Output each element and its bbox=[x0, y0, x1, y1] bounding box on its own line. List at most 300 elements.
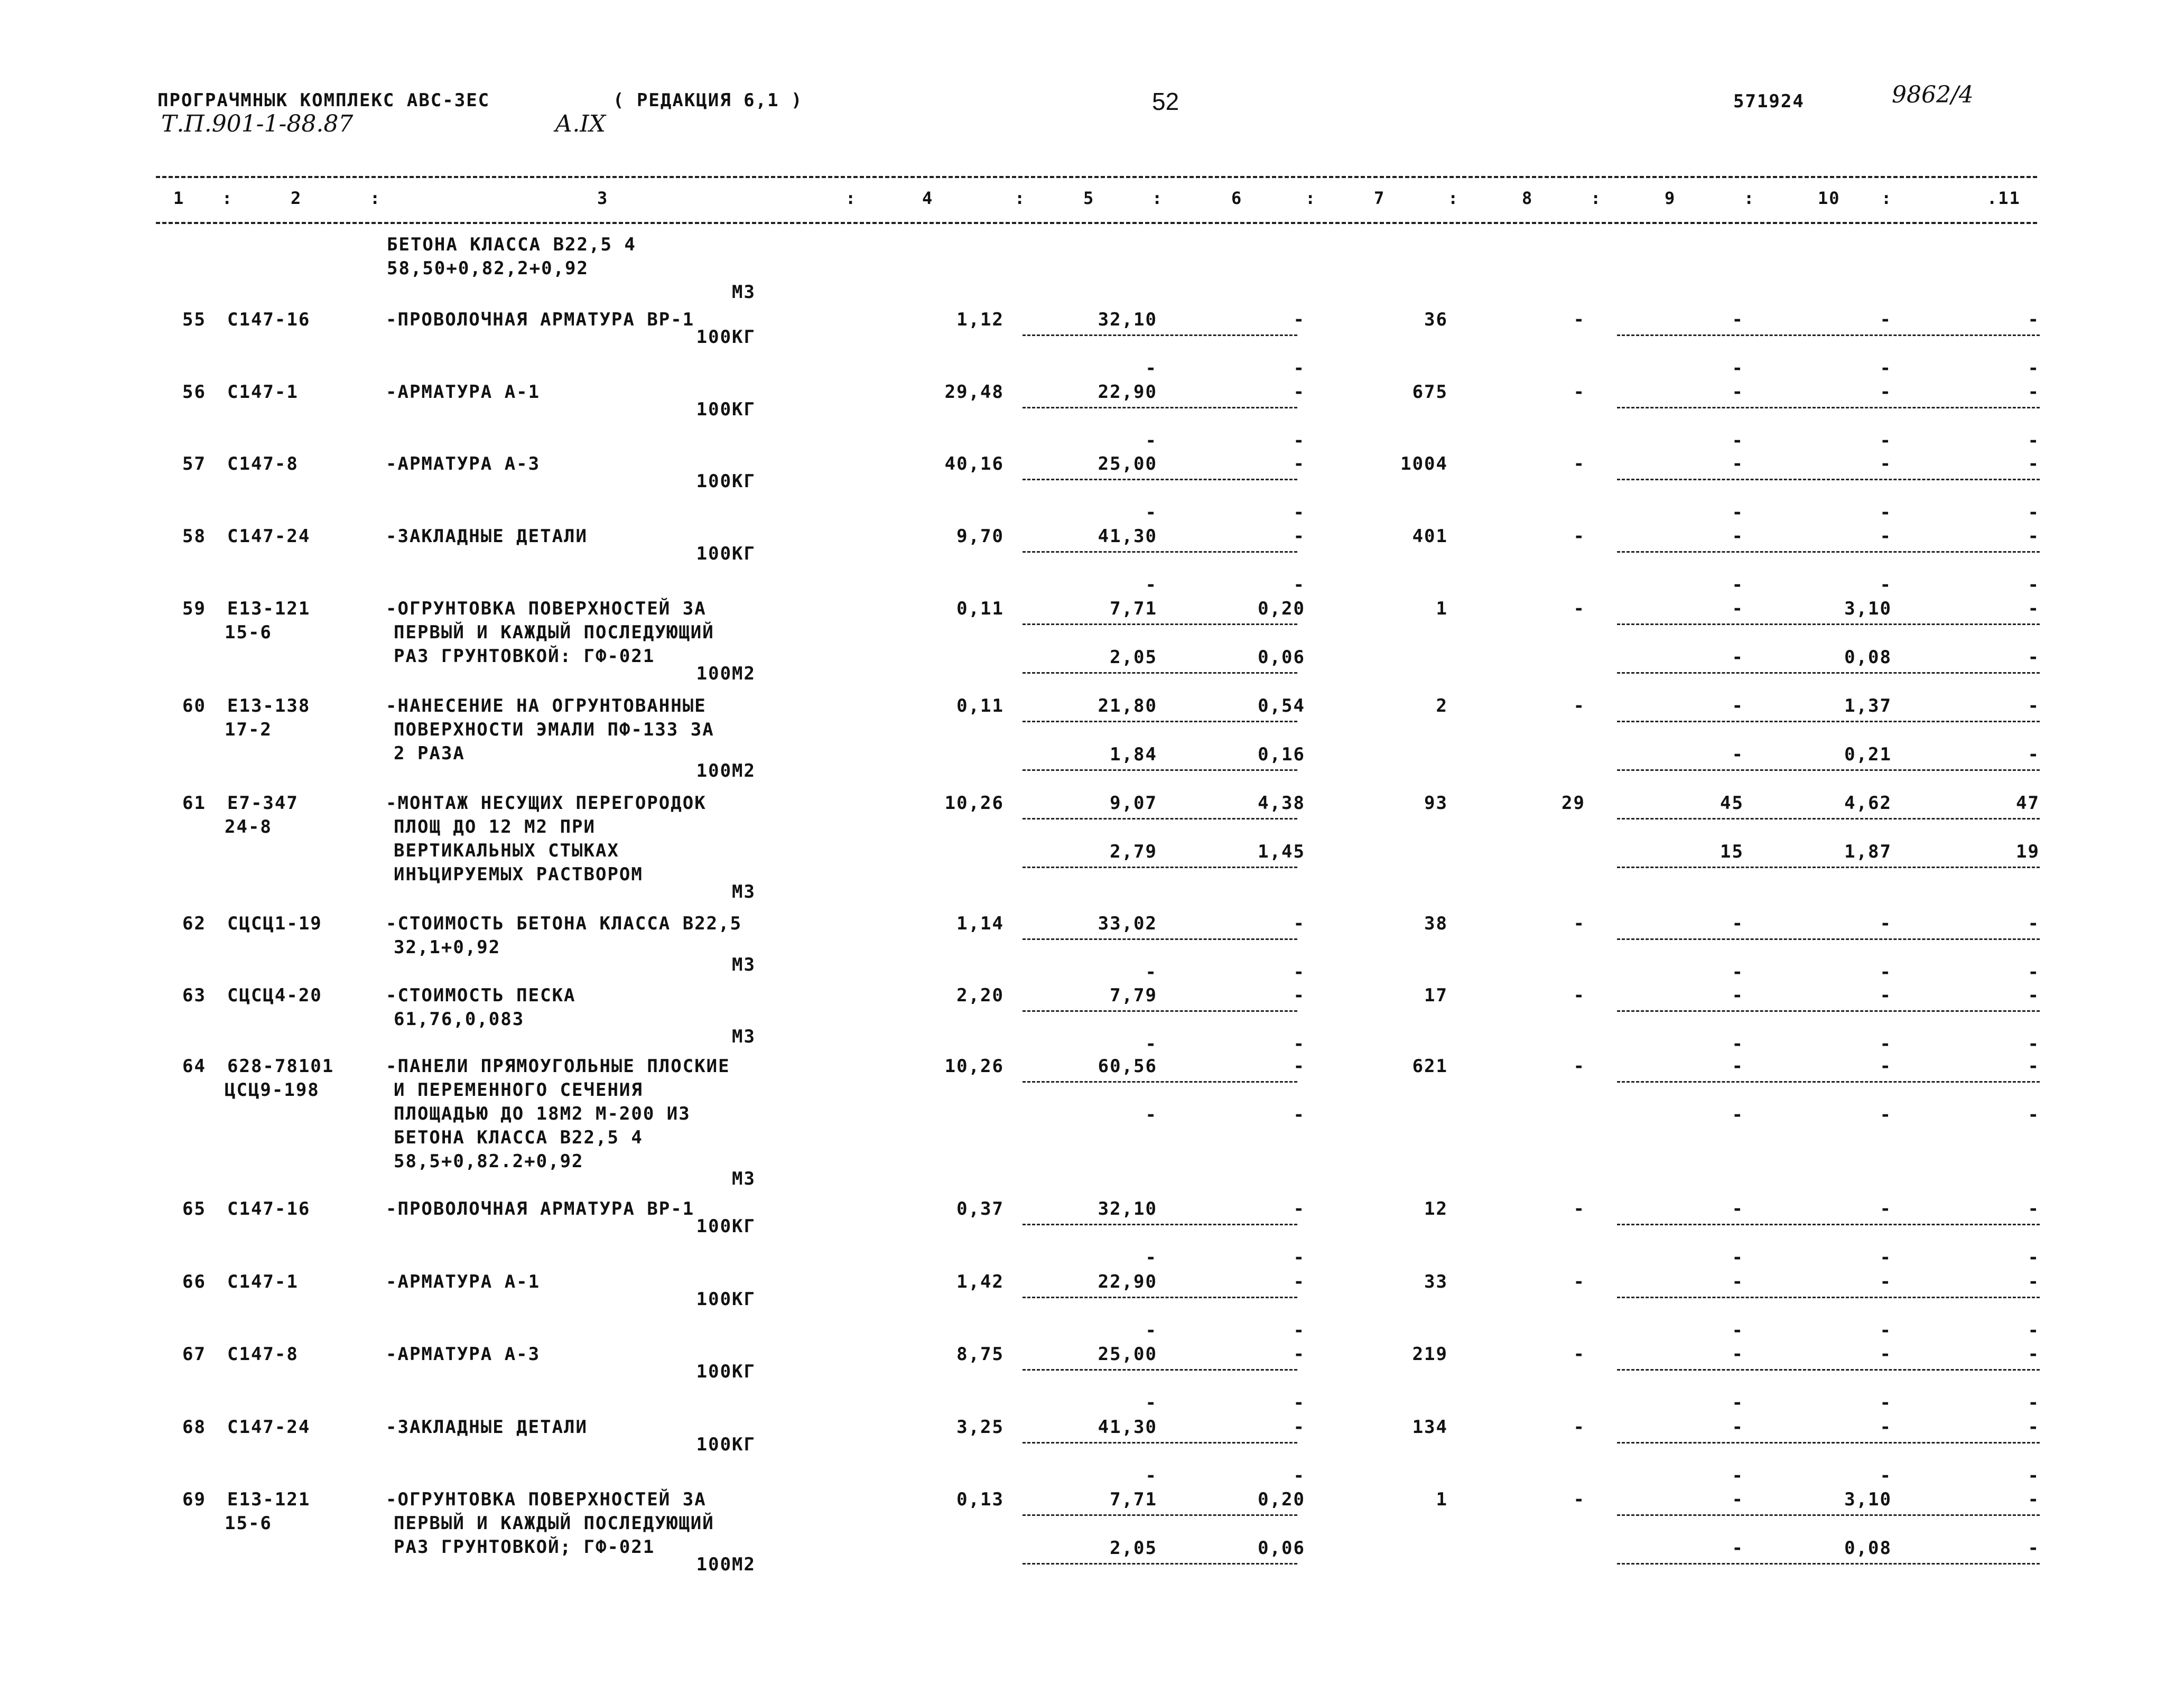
col-11-value: - bbox=[2028, 1056, 2040, 1077]
unit-of-measure: М3 bbox=[732, 1168, 756, 1189]
col-9-value: - bbox=[1732, 526, 1744, 547]
unit-of-measure: 100М2 bbox=[696, 1554, 756, 1575]
total-cost: 621 bbox=[1412, 1056, 1448, 1077]
work-description: РАЗ ГРУНТОВКОЙ; ГФ-021 bbox=[394, 1537, 655, 1558]
col-11-value: - bbox=[2028, 913, 2040, 934]
col-9-sub: 15 bbox=[1720, 841, 1744, 862]
handwritten-project: Т.П.901-1-88.87 bbox=[161, 110, 354, 137]
wages-per-unit: - bbox=[1145, 1320, 1157, 1341]
work-description: БЕТОНА КЛАССА В22,5 4 bbox=[394, 1127, 643, 1148]
cost-underline bbox=[1617, 1010, 2040, 1012]
work-description: ПЕРВЫЙ И КАЖДЫЙ ПОСЛЕДУЮЩИЙ bbox=[394, 1513, 714, 1534]
col-9-sub: - bbox=[1732, 647, 1744, 668]
unit-cost-machines: - bbox=[1293, 1271, 1305, 1292]
column-number: 6 bbox=[1231, 188, 1243, 208]
handwritten-album: А.IX bbox=[555, 110, 606, 137]
unit-of-measure: 100КГ bbox=[696, 1434, 756, 1455]
unit-cost: 9,07 bbox=[1110, 793, 1157, 814]
col-9-value: - bbox=[1732, 598, 1744, 619]
col-10-value: - bbox=[1880, 1417, 1892, 1438]
wages-total: - bbox=[1573, 695, 1585, 716]
edition-label: ( РЕДАКЦИЯ 6,1 ) bbox=[613, 90, 803, 111]
cost-underline bbox=[1023, 1224, 1297, 1225]
norm-code: Е7-347 bbox=[227, 793, 299, 814]
unit-of-measure: 100КГ bbox=[696, 399, 756, 420]
unit-cost: 60,56 bbox=[1098, 1056, 1157, 1077]
norm-code: 628-78101 bbox=[227, 1056, 334, 1077]
cost-underline bbox=[1023, 818, 1297, 820]
column-number: 5 bbox=[1083, 188, 1095, 208]
col-11-sub: - bbox=[2028, 962, 2040, 983]
cost-underline bbox=[1617, 721, 2040, 722]
column-separator: : bbox=[222, 188, 234, 208]
norm-code: С147-1 bbox=[227, 381, 299, 403]
sub-underline bbox=[1023, 1563, 1297, 1565]
unit-of-measure: 100М2 bbox=[696, 663, 756, 684]
col-9-sub: - bbox=[1732, 1320, 1744, 1341]
norm-code: С147-24 bbox=[227, 526, 311, 547]
cost-underline bbox=[1023, 938, 1297, 940]
norm-code: С147-8 bbox=[227, 453, 299, 474]
cost-underline bbox=[1023, 1010, 1297, 1012]
norm-code: 15-6 bbox=[225, 1513, 272, 1534]
cost-underline bbox=[1023, 407, 1297, 408]
quantity: 0,37 bbox=[956, 1198, 1004, 1219]
col-9-sub: - bbox=[1732, 744, 1744, 765]
wages-machines-per-unit: - bbox=[1293, 358, 1305, 379]
column-separator: : bbox=[845, 188, 857, 208]
wages-per-unit: 2,05 bbox=[1110, 647, 1157, 668]
norm-code: С147-16 bbox=[227, 1198, 311, 1219]
wages-total: - bbox=[1573, 1271, 1585, 1292]
cost-underline bbox=[1023, 1081, 1297, 1083]
work-description: -ПРОВОЛОЧНАЯ АРМАТУРА ВР-1 bbox=[386, 309, 695, 330]
col-10-sub: - bbox=[1880, 574, 1892, 595]
total-cost: 93 bbox=[1424, 793, 1448, 814]
cost-underline bbox=[1617, 1224, 2040, 1225]
col-10-sub: 0,08 bbox=[1844, 1538, 1892, 1559]
sub-underline bbox=[1023, 769, 1297, 771]
col-11-sub: - bbox=[2028, 647, 2040, 668]
col-10-value: - bbox=[1880, 913, 1892, 934]
total-cost: 1 bbox=[1436, 598, 1448, 619]
cost-underline bbox=[1023, 1369, 1297, 1371]
column-number: 3 bbox=[597, 188, 609, 208]
wages-per-unit: 2,05 bbox=[1110, 1538, 1157, 1559]
col-11-value: - bbox=[2028, 1198, 2040, 1219]
wages-machines-per-unit: - bbox=[1293, 1465, 1305, 1486]
wages-per-unit: - bbox=[1145, 1392, 1157, 1413]
unit-cost-machines: - bbox=[1293, 381, 1305, 403]
row-number: 63 bbox=[182, 985, 206, 1006]
work-description: -АРМАТУРА А-1 bbox=[386, 1271, 541, 1292]
unit-cost-machines: 0,20 bbox=[1258, 598, 1305, 619]
wages-total: - bbox=[1573, 985, 1585, 1006]
wages-machines-per-unit: - bbox=[1293, 574, 1305, 595]
cost-underline bbox=[1023, 551, 1297, 553]
norm-code: СЦСЦ1-19 bbox=[227, 913, 322, 934]
unit-cost-machines: - bbox=[1293, 526, 1305, 547]
work-description: -МОНТАЖ НЕСУЩИХ ПЕРЕГОРОДОК bbox=[386, 793, 707, 814]
wages-total: - bbox=[1573, 1489, 1585, 1510]
unit-cost: 41,30 bbox=[1098, 1417, 1157, 1438]
col-9-sub: - bbox=[1732, 962, 1744, 983]
wages-machines-per-unit: - bbox=[1293, 1320, 1305, 1341]
total-cost: 134 bbox=[1412, 1417, 1448, 1438]
col-9-value: - bbox=[1732, 1344, 1744, 1365]
col-9-value: - bbox=[1732, 309, 1744, 330]
row-number: 59 bbox=[182, 598, 206, 619]
row-number: 57 bbox=[182, 453, 206, 474]
work-description: ИНЪЦИРУЕМЫХ РАСТВОРОМ bbox=[394, 864, 643, 885]
unit-of-measure: 100М2 bbox=[696, 760, 756, 781]
col-11-sub: - bbox=[2028, 574, 2040, 595]
work-description: ПОВЕРХНОСТИ ЭМАЛИ ПФ-133 ЗА bbox=[394, 719, 714, 740]
wages-machines-per-unit: 1,45 bbox=[1258, 841, 1305, 862]
wages-per-unit: - bbox=[1145, 962, 1157, 983]
norm-code: С147-24 bbox=[227, 1417, 311, 1438]
column-number: 8 bbox=[1522, 188, 1534, 208]
row-number: 68 bbox=[182, 1417, 206, 1438]
wages-total: - bbox=[1573, 309, 1585, 330]
row-number: 61 bbox=[182, 793, 206, 814]
col-11-sub: - bbox=[2028, 1538, 2040, 1559]
wages-total: - bbox=[1573, 1344, 1585, 1365]
total-cost: 17 bbox=[1424, 985, 1448, 1006]
unit-cost: 32,10 bbox=[1098, 1198, 1157, 1219]
col-9-value: - bbox=[1732, 381, 1744, 403]
unit-cost-machines: - bbox=[1293, 1344, 1305, 1365]
norm-code: Е13-121 bbox=[227, 1489, 311, 1510]
wages-total: - bbox=[1573, 453, 1585, 474]
quantity: 9,70 bbox=[956, 526, 1004, 547]
col-9-sub: - bbox=[1732, 1392, 1744, 1413]
col-9-value: - bbox=[1732, 1271, 1744, 1292]
wages-per-unit: - bbox=[1145, 1104, 1157, 1125]
column-separator: : bbox=[1881, 188, 1893, 208]
work-description: -СТОИМОСТЬ ПЕСКА bbox=[386, 985, 576, 1006]
sub-underline bbox=[1617, 1563, 2040, 1565]
col-11-value: - bbox=[2028, 1271, 2040, 1292]
col-9-sub: - bbox=[1732, 502, 1744, 523]
col-11-value: - bbox=[2028, 309, 2040, 330]
col-9-value: - bbox=[1732, 453, 1744, 474]
wages-total: - bbox=[1573, 381, 1585, 403]
col-10-sub: - bbox=[1880, 1104, 1892, 1125]
quantity: 0,11 bbox=[956, 695, 1004, 716]
total-cost: 36 bbox=[1424, 309, 1448, 330]
quantity: 1,14 bbox=[956, 913, 1004, 934]
total-cost: 675 bbox=[1412, 381, 1448, 403]
work-description: -ОГРУНТОВКА ПОВЕРХНОСТЕЙ ЗА bbox=[386, 1489, 707, 1510]
work-description: -АРМАТУРА А-1 bbox=[386, 381, 541, 403]
unit-cost: 7,71 bbox=[1110, 598, 1157, 619]
col-11-sub: - bbox=[2028, 430, 2040, 451]
col-11-value: - bbox=[2028, 598, 2040, 619]
col-10-sub: - bbox=[1880, 962, 1892, 983]
page-number: 52 bbox=[1152, 88, 1179, 115]
total-cost: 1004 bbox=[1400, 453, 1448, 474]
wages-per-unit: 1,84 bbox=[1110, 744, 1157, 765]
carry-line-2: 58,50+0,82,2+0,92 bbox=[387, 258, 589, 279]
wages-total: - bbox=[1573, 1198, 1585, 1219]
work-description: -АРМАТУРА А-3 bbox=[386, 453, 541, 474]
column-separator: : bbox=[1448, 188, 1460, 208]
unit-cost-machines: - bbox=[1293, 985, 1305, 1006]
column-number: 4 bbox=[922, 188, 934, 208]
unit-of-measure: 100КГ bbox=[696, 1289, 756, 1310]
col-9-value: - bbox=[1732, 913, 1744, 934]
quantity: 0,13 bbox=[956, 1489, 1004, 1510]
col-9-value: 45 bbox=[1720, 793, 1744, 814]
unit-of-measure: 100КГ bbox=[696, 1216, 756, 1237]
wages-per-unit: - bbox=[1145, 1247, 1157, 1268]
col-11-value: - bbox=[2028, 1344, 2040, 1365]
norm-code: ЦСЦ9-198 bbox=[225, 1079, 320, 1101]
norm-code: 15-6 bbox=[225, 622, 272, 643]
quantity: 10,26 bbox=[944, 793, 1004, 814]
norm-code: Е13-121 bbox=[227, 598, 311, 619]
column-separator: : bbox=[1744, 188, 1755, 208]
unit-cost-machines: 4,38 bbox=[1258, 793, 1305, 814]
wages-machines-per-unit: 0,06 bbox=[1258, 1538, 1305, 1559]
wages-total: - bbox=[1573, 526, 1585, 547]
unit-cost-machines: - bbox=[1293, 1417, 1305, 1438]
col-10-value: 1,37 bbox=[1844, 695, 1892, 716]
col-10-value: - bbox=[1880, 309, 1892, 330]
wages-total: - bbox=[1573, 1056, 1585, 1077]
cost-underline bbox=[1617, 407, 2040, 408]
cost-underline bbox=[1023, 1514, 1297, 1516]
col-9-sub: - bbox=[1732, 358, 1744, 379]
quantity: 29,48 bbox=[944, 381, 1004, 403]
row-number: 69 bbox=[182, 1489, 206, 1510]
cost-underline bbox=[1023, 479, 1297, 480]
column-number: 2 bbox=[291, 188, 302, 208]
norm-code: 17-2 bbox=[225, 719, 272, 740]
unit-of-measure: М3 bbox=[732, 1026, 756, 1047]
col-10-value: 3,10 bbox=[1844, 1489, 1892, 1510]
col-10-value: 3,10 bbox=[1844, 598, 1892, 619]
norm-code: СЦСЦ4-20 bbox=[227, 985, 322, 1006]
cost-underline bbox=[1023, 623, 1297, 625]
work-description: РАЗ ГРУНТОВКОЙ: ГФ-021 bbox=[394, 646, 655, 667]
quantity: 0,11 bbox=[956, 598, 1004, 619]
wages-total: - bbox=[1573, 1417, 1585, 1438]
quantity: 3,25 bbox=[956, 1417, 1004, 1438]
work-description: 2 РАЗА bbox=[394, 743, 465, 764]
cost-underline bbox=[1617, 551, 2040, 553]
cost-underline bbox=[1617, 334, 2040, 336]
wages-machines-per-unit: - bbox=[1293, 430, 1305, 451]
col-10-sub: - bbox=[1880, 1320, 1892, 1341]
total-cost: 1 bbox=[1436, 1489, 1448, 1510]
col-10-sub: - bbox=[1880, 502, 1892, 523]
sub-underline bbox=[1617, 672, 2040, 674]
carry-line-1: БЕТОНА КЛАССА В22,5 4 bbox=[387, 234, 636, 255]
cost-underline bbox=[1617, 479, 2040, 480]
unit-cost: 22,90 bbox=[1098, 1271, 1157, 1292]
sub-underline bbox=[1617, 867, 2040, 868]
work-description: 32,1+0,92 bbox=[394, 937, 501, 958]
work-description: -ОГРУНТОВКА ПОВЕРХНОСТЕЙ ЗА bbox=[386, 598, 707, 619]
col-9-value: - bbox=[1732, 695, 1744, 716]
col-9-value: - bbox=[1732, 1489, 1744, 1510]
column-separator: : bbox=[1152, 188, 1164, 208]
wages-per-unit: - bbox=[1145, 1034, 1157, 1055]
cost-underline bbox=[1617, 623, 2040, 625]
col-9-sub: - bbox=[1732, 1538, 1744, 1559]
col-11-sub: - bbox=[2028, 1320, 2040, 1341]
col-10-value: - bbox=[1880, 1056, 1892, 1077]
work-description: ПЛОЩАДЬЮ ДО 18М2 М-200 ИЗ bbox=[394, 1103, 691, 1124]
wages-machines-per-unit: - bbox=[1293, 1104, 1305, 1125]
col-11-sub: - bbox=[2028, 1104, 2040, 1125]
work-description: 61,76,0,083 bbox=[394, 1009, 525, 1030]
norm-code: С147-16 bbox=[227, 309, 311, 330]
wages-per-unit: - bbox=[1145, 1465, 1157, 1486]
col-10-sub: - bbox=[1880, 1392, 1892, 1413]
unit-of-measure: 100КГ bbox=[696, 543, 756, 564]
total-cost: 219 bbox=[1412, 1344, 1448, 1365]
carry-unit: М3 bbox=[732, 282, 756, 303]
unit-cost-machines: - bbox=[1293, 913, 1305, 934]
wages-total: - bbox=[1573, 913, 1585, 934]
unit-cost-machines: - bbox=[1293, 309, 1305, 330]
cost-underline bbox=[1617, 1297, 2040, 1298]
cost-underline bbox=[1617, 1369, 2040, 1371]
work-description: -ПАНЕЛИ ПРЯМОУГОЛЬНЫЕ ПЛОСКИЕ bbox=[386, 1056, 730, 1077]
sub-underline bbox=[1023, 867, 1297, 868]
col-11-sub: 19 bbox=[2016, 841, 2040, 862]
norm-code: С147-1 bbox=[227, 1271, 299, 1292]
work-description: 58,5+0,82.2+0,92 bbox=[394, 1151, 584, 1172]
col-10-value: 4,62 bbox=[1844, 793, 1892, 814]
column-number: 9 bbox=[1665, 188, 1676, 208]
col-10-value: - bbox=[1880, 985, 1892, 1006]
column-separator: : bbox=[1305, 188, 1317, 208]
col-10-sub: - bbox=[1880, 1034, 1892, 1055]
total-cost: 33 bbox=[1424, 1271, 1448, 1292]
row-number: 60 bbox=[182, 695, 206, 716]
unit-cost: 25,00 bbox=[1098, 453, 1157, 474]
col-11-value: - bbox=[2028, 526, 2040, 547]
unit-of-measure: 100КГ bbox=[696, 327, 756, 348]
cost-underline bbox=[1023, 334, 1297, 336]
work-description: ВЕРТИКАЛЬНЫХ СТЫКАХ bbox=[394, 840, 619, 861]
column-separator: : bbox=[370, 188, 382, 208]
col-10-sub: - bbox=[1880, 1465, 1892, 1486]
cost-underline bbox=[1023, 1297, 1297, 1298]
column-number: 10 bbox=[1818, 188, 1841, 208]
quantity: 10,26 bbox=[944, 1056, 1004, 1077]
row-number: 65 bbox=[182, 1198, 206, 1219]
wages-machines-per-unit: 0,16 bbox=[1258, 744, 1305, 765]
col-10-value: - bbox=[1880, 453, 1892, 474]
col-11-value: 47 bbox=[2016, 793, 2040, 814]
quantity: 40,16 bbox=[944, 453, 1004, 474]
column-number: .11 bbox=[1987, 188, 2021, 208]
unit-cost-machines: - bbox=[1293, 1056, 1305, 1077]
column-separator: : bbox=[1591, 188, 1602, 208]
col-9-sub: - bbox=[1732, 1034, 1744, 1055]
work-description: И ПЕРЕМЕННОГО СЕЧЕНИЯ bbox=[394, 1079, 643, 1101]
wages-total: - bbox=[1573, 598, 1585, 619]
work-description: -СТОИМОСТЬ БЕТОНА КЛАССА В22,5 bbox=[386, 913, 742, 934]
row-number: 66 bbox=[182, 1271, 206, 1292]
unit-of-measure: 100КГ bbox=[696, 471, 756, 492]
header-rule-bottom bbox=[156, 222, 2037, 224]
col-10-sub: 1,87 bbox=[1844, 841, 1892, 862]
col-10-value: - bbox=[1880, 1198, 1892, 1219]
unit-cost: 32,10 bbox=[1098, 309, 1157, 330]
unit-cost: 21,80 bbox=[1098, 695, 1157, 716]
row-number: 67 bbox=[182, 1344, 206, 1365]
col-11-sub: - bbox=[2028, 358, 2040, 379]
handwritten-code: 9862/4 bbox=[1892, 81, 1974, 108]
row-number: 64 bbox=[182, 1056, 206, 1077]
col-9-sub: - bbox=[1732, 574, 1744, 595]
col-11-value: - bbox=[2028, 453, 2040, 474]
col-11-value: - bbox=[2028, 985, 2040, 1006]
wages-per-unit: - bbox=[1145, 502, 1157, 523]
col-9-sub: - bbox=[1732, 430, 1744, 451]
norm-code: Е13-138 bbox=[227, 695, 311, 716]
unit-cost-machines: 0,54 bbox=[1258, 695, 1305, 716]
total-cost: 12 bbox=[1424, 1198, 1448, 1219]
column-number: 1 bbox=[173, 188, 185, 208]
unit-cost: 7,71 bbox=[1110, 1489, 1157, 1510]
col-11-sub: - bbox=[2028, 744, 2040, 765]
work-description: ПЛОЩ ДО 12 М2 ПРИ bbox=[394, 816, 596, 837]
col-10-sub: - bbox=[1880, 358, 1892, 379]
col-10-value: - bbox=[1880, 381, 1892, 403]
col-11-sub: - bbox=[2028, 502, 2040, 523]
unit-cost-machines: 0,20 bbox=[1258, 1489, 1305, 1510]
total-cost: 38 bbox=[1424, 913, 1448, 934]
cost-underline bbox=[1023, 1442, 1297, 1444]
norm-code: 24-8 bbox=[225, 816, 272, 837]
column-number: 7 bbox=[1374, 188, 1386, 208]
row-number: 55 bbox=[182, 309, 206, 330]
col-9-value: - bbox=[1732, 1056, 1744, 1077]
work-description: -АРМАТУРА А-3 bbox=[386, 1344, 541, 1365]
doc-code: 571924 bbox=[1733, 91, 1805, 112]
unit-of-measure: М3 bbox=[732, 954, 756, 975]
unit-of-measure: М3 bbox=[732, 881, 756, 902]
quantity: 1,12 bbox=[956, 309, 1004, 330]
quantity: 8,75 bbox=[956, 1344, 1004, 1365]
col-9-sub: - bbox=[1732, 1104, 1744, 1125]
cost-underline bbox=[1617, 1442, 2040, 1444]
unit-cost: 7,79 bbox=[1110, 985, 1157, 1006]
col-11-value: - bbox=[2028, 381, 2040, 403]
work-description: -ЗАКЛАДНЫЕ ДЕТАЛИ bbox=[386, 526, 588, 547]
cost-underline bbox=[1617, 1081, 2040, 1083]
col-10-value: - bbox=[1880, 526, 1892, 547]
work-description: ПЕРВЫЙ И КАЖДЫЙ ПОСЛЕДУЮЩИЙ bbox=[394, 622, 714, 643]
col-11-value: - bbox=[2028, 1417, 2040, 1438]
wages-machines-per-unit: - bbox=[1293, 1034, 1305, 1055]
program-title: ПРОГРАЧМНЫК КОМПЛЕКС АВС-3ЕС bbox=[157, 90, 490, 111]
work-description: -НАНЕСЕНИЕ НА ОГРУНТОВАННЫЕ bbox=[386, 695, 707, 716]
cost-underline bbox=[1617, 1514, 2040, 1516]
total-cost: 2 bbox=[1436, 695, 1448, 716]
quantity: 2,20 bbox=[956, 985, 1004, 1006]
wages-machines-per-unit: - bbox=[1293, 502, 1305, 523]
unit-of-measure: 100КГ bbox=[696, 1361, 756, 1382]
col-11-sub: - bbox=[2028, 1247, 2040, 1268]
